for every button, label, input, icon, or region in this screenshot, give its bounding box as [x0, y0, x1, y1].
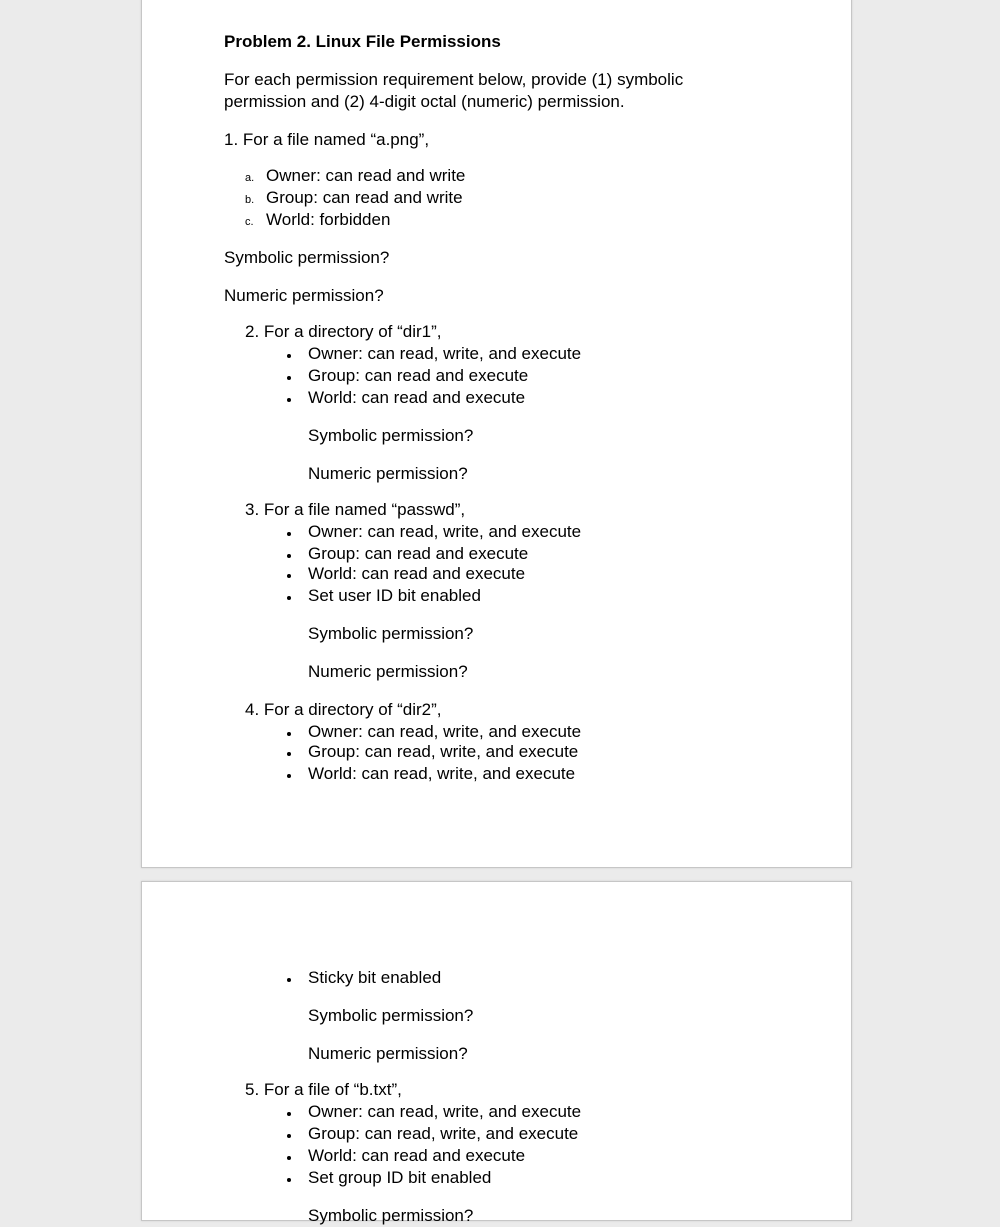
q2-numeric-prompt: Numeric permission? — [308, 464, 468, 483]
q5-item-world: World: can read and execute — [308, 1146, 526, 1165]
q3-item-group: Group: can read and execute — [308, 544, 529, 563]
bullet — [287, 398, 291, 402]
q4-heading: 4. For a directory of “dir2”, — [245, 700, 442, 719]
document-page-2 — [141, 881, 852, 1225]
bullet — [287, 532, 291, 536]
intro-line-1: For each permission requirement below, provide (1) symbolic — [224, 70, 684, 89]
q3-heading: 3. For a file named “passwd”, — [245, 500, 466, 519]
list-marker: a. — [245, 172, 255, 184]
bullet — [287, 1156, 291, 1160]
q5-item-setgid: Set group ID bit enabled — [308, 1168, 492, 1187]
q2-heading: 2. For a directory of “dir1”, — [245, 322, 442, 341]
q1-heading: 1. For a file named “a.png”, — [224, 130, 430, 149]
q5-symbolic-prompt: Symbolic permission? — [308, 1206, 474, 1225]
q2-item-owner: Owner: can read, write, and execute — [308, 344, 582, 363]
bullet — [287, 732, 291, 736]
q4-item-owner: Owner: can read, write, and execute — [308, 722, 582, 741]
q5-item-group: Group: can read, write, and execute — [308, 1124, 579, 1143]
bullet — [287, 1112, 291, 1116]
q3-numeric-prompt: Numeric permission? — [308, 662, 468, 681]
q2-symbolic-prompt: Symbolic permission? — [308, 426, 474, 445]
bullet — [287, 574, 291, 578]
list-marker: b. — [245, 194, 255, 206]
bullet — [287, 752, 291, 756]
q3-item-world: World: can read and execute — [308, 564, 526, 583]
q4-item-sticky: Sticky bit enabled — [308, 968, 442, 987]
q1-symbolic-prompt: Symbolic permission? — [224, 248, 390, 267]
q5-heading: 5. For a file of “b.txt”, — [245, 1080, 402, 1099]
q4-numeric-prompt: Numeric permission? — [308, 1044, 468, 1063]
bullet — [287, 354, 291, 358]
bullet — [287, 774, 291, 778]
intro-line-2: permission and (2) 4-digit octal (numeric) permission. — [224, 92, 625, 111]
q3-item-setuid: Set user ID bit enabled — [308, 586, 481, 605]
q5-item-owner: Owner: can read, write, and execute — [308, 1102, 582, 1121]
list-marker: c. — [245, 216, 254, 228]
q3-symbolic-prompt: Symbolic permission? — [308, 624, 474, 643]
q2-item-group: Group: can read and execute — [308, 366, 529, 385]
q4-symbolic-prompt: Symbolic permission? — [308, 1006, 474, 1025]
bullet — [287, 978, 291, 982]
q3-item-owner: Owner: can read, write, and execute — [308, 522, 582, 541]
bullet — [287, 554, 291, 558]
q4-item-world: World: can read, write, and execute — [308, 764, 576, 783]
q4-item-group: Group: can read, write, and execute — [308, 742, 579, 761]
q2-item-world: World: can read and execute — [308, 388, 526, 407]
q1-item-group: Group: can read and write — [266, 188, 463, 207]
bullet — [287, 596, 291, 600]
document-page-1 — [141, 0, 852, 868]
bullet — [287, 376, 291, 380]
bullet — [287, 1178, 291, 1182]
problem-title: Problem 2. Linux File Permissions — [224, 32, 501, 51]
q1-item-owner: Owner: can read and write — [266, 166, 466, 185]
bullet — [287, 1134, 291, 1138]
q1-item-world: World: forbidden — [266, 210, 391, 229]
q1-numeric-prompt: Numeric permission? — [224, 286, 384, 305]
